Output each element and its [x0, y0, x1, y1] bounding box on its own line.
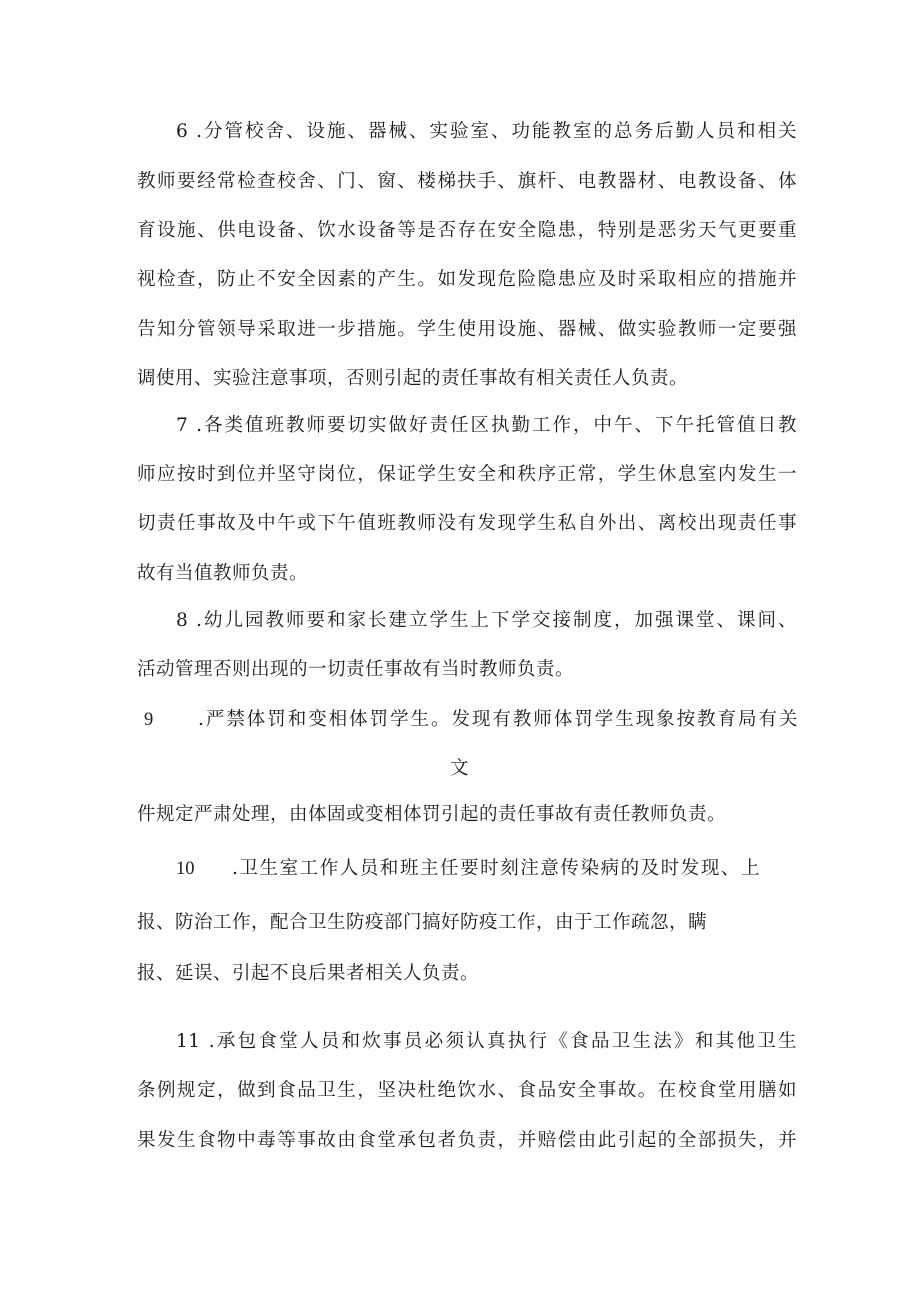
- item-10-line-1: .卫生室工作人员和班主任要时刻注意传染病的及时发现、上: [232, 858, 760, 879]
- item-10-line-2: 报、防治工作，配合卫生防疫部门搞好防疫工作，由于工作疏忽，瞒: [137, 912, 708, 933]
- item-7-line-1: 7 .各类值班教师要切实做好责任区执勤工作，中午、下午托管值日教: [176, 415, 797, 436]
- item-7-line-4: 故有当值教师负责。: [137, 563, 309, 584]
- item-9-wrapped-char: 文: [450, 758, 469, 779]
- item-6-line-4: 视检查，防止不安全因素的产生。如发现危险隐患应及时采取相应的措施并: [137, 269, 797, 290]
- item-6-line-1: 6 .分管校舍、设施、器械、实验室、功能教室的总务后勤人员和相关: [176, 121, 797, 142]
- item-11-line-3: 果发生食物中毒等事故由食堂承包者负责，并赔偿由此引起的全部损失，并: [137, 1130, 797, 1151]
- item-6-line-2: 教师要经常检查校舍、门、窗、楼梯扶手、旗杆、电教器材、电教设备、体: [137, 171, 797, 192]
- item-9-line-1: .严禁体罚和变相体罚学生。发现有教师体罚学生现象按教育局有关: [198, 709, 798, 730]
- item-6-line-3: 育设施、供电设备、饮水设备等是否存在安全隐患，特别是恶劣天气更要重: [137, 220, 797, 241]
- item-8-line-1: 8 .幼儿园教师要和家长建立学生上下学交接制度，加强课堂、课间、: [176, 610, 797, 631]
- item-8-line-2: 活动管理否则出现的一切责任事故有当时教师负责。: [137, 659, 575, 680]
- item-6-line-6: 调使用、实验注意事项，否则引起的责任事故有相关责任人负责。: [137, 368, 689, 389]
- item-11-line-2: 条例规定，做到食品卫生，坚决杜绝饮水、食品安全事故。在校食堂用膳如: [137, 1080, 797, 1101]
- item-9-number: 9: [144, 710, 154, 730]
- item-11-line-1: 11 .承包食堂人员和炊事员必须认真执行《食品卫生法》和其他卫生: [176, 1031, 797, 1052]
- item-6-line-5: 告知分管领导采取进一步措施。学生使用设施、器械、做实验教师一定要强: [137, 319, 797, 340]
- item-9-line-3: 件规定严肃处理，由体固或变相体罚引起的责任事故有责任教师负责。: [137, 804, 727, 825]
- item-7-line-2: 师应按时到位并坚守岗位，保证学生安全和秩序正常，学生休息室内发生一: [137, 464, 797, 485]
- item-7-line-3: 切责任事故及中午或下午值班教师没有发现学生私自外出、离校出现责任事: [137, 513, 797, 534]
- item-10-number: 10: [176, 859, 195, 879]
- item-10-line-3: 报、延误、引起不良后果者相关人负责。: [137, 963, 480, 984]
